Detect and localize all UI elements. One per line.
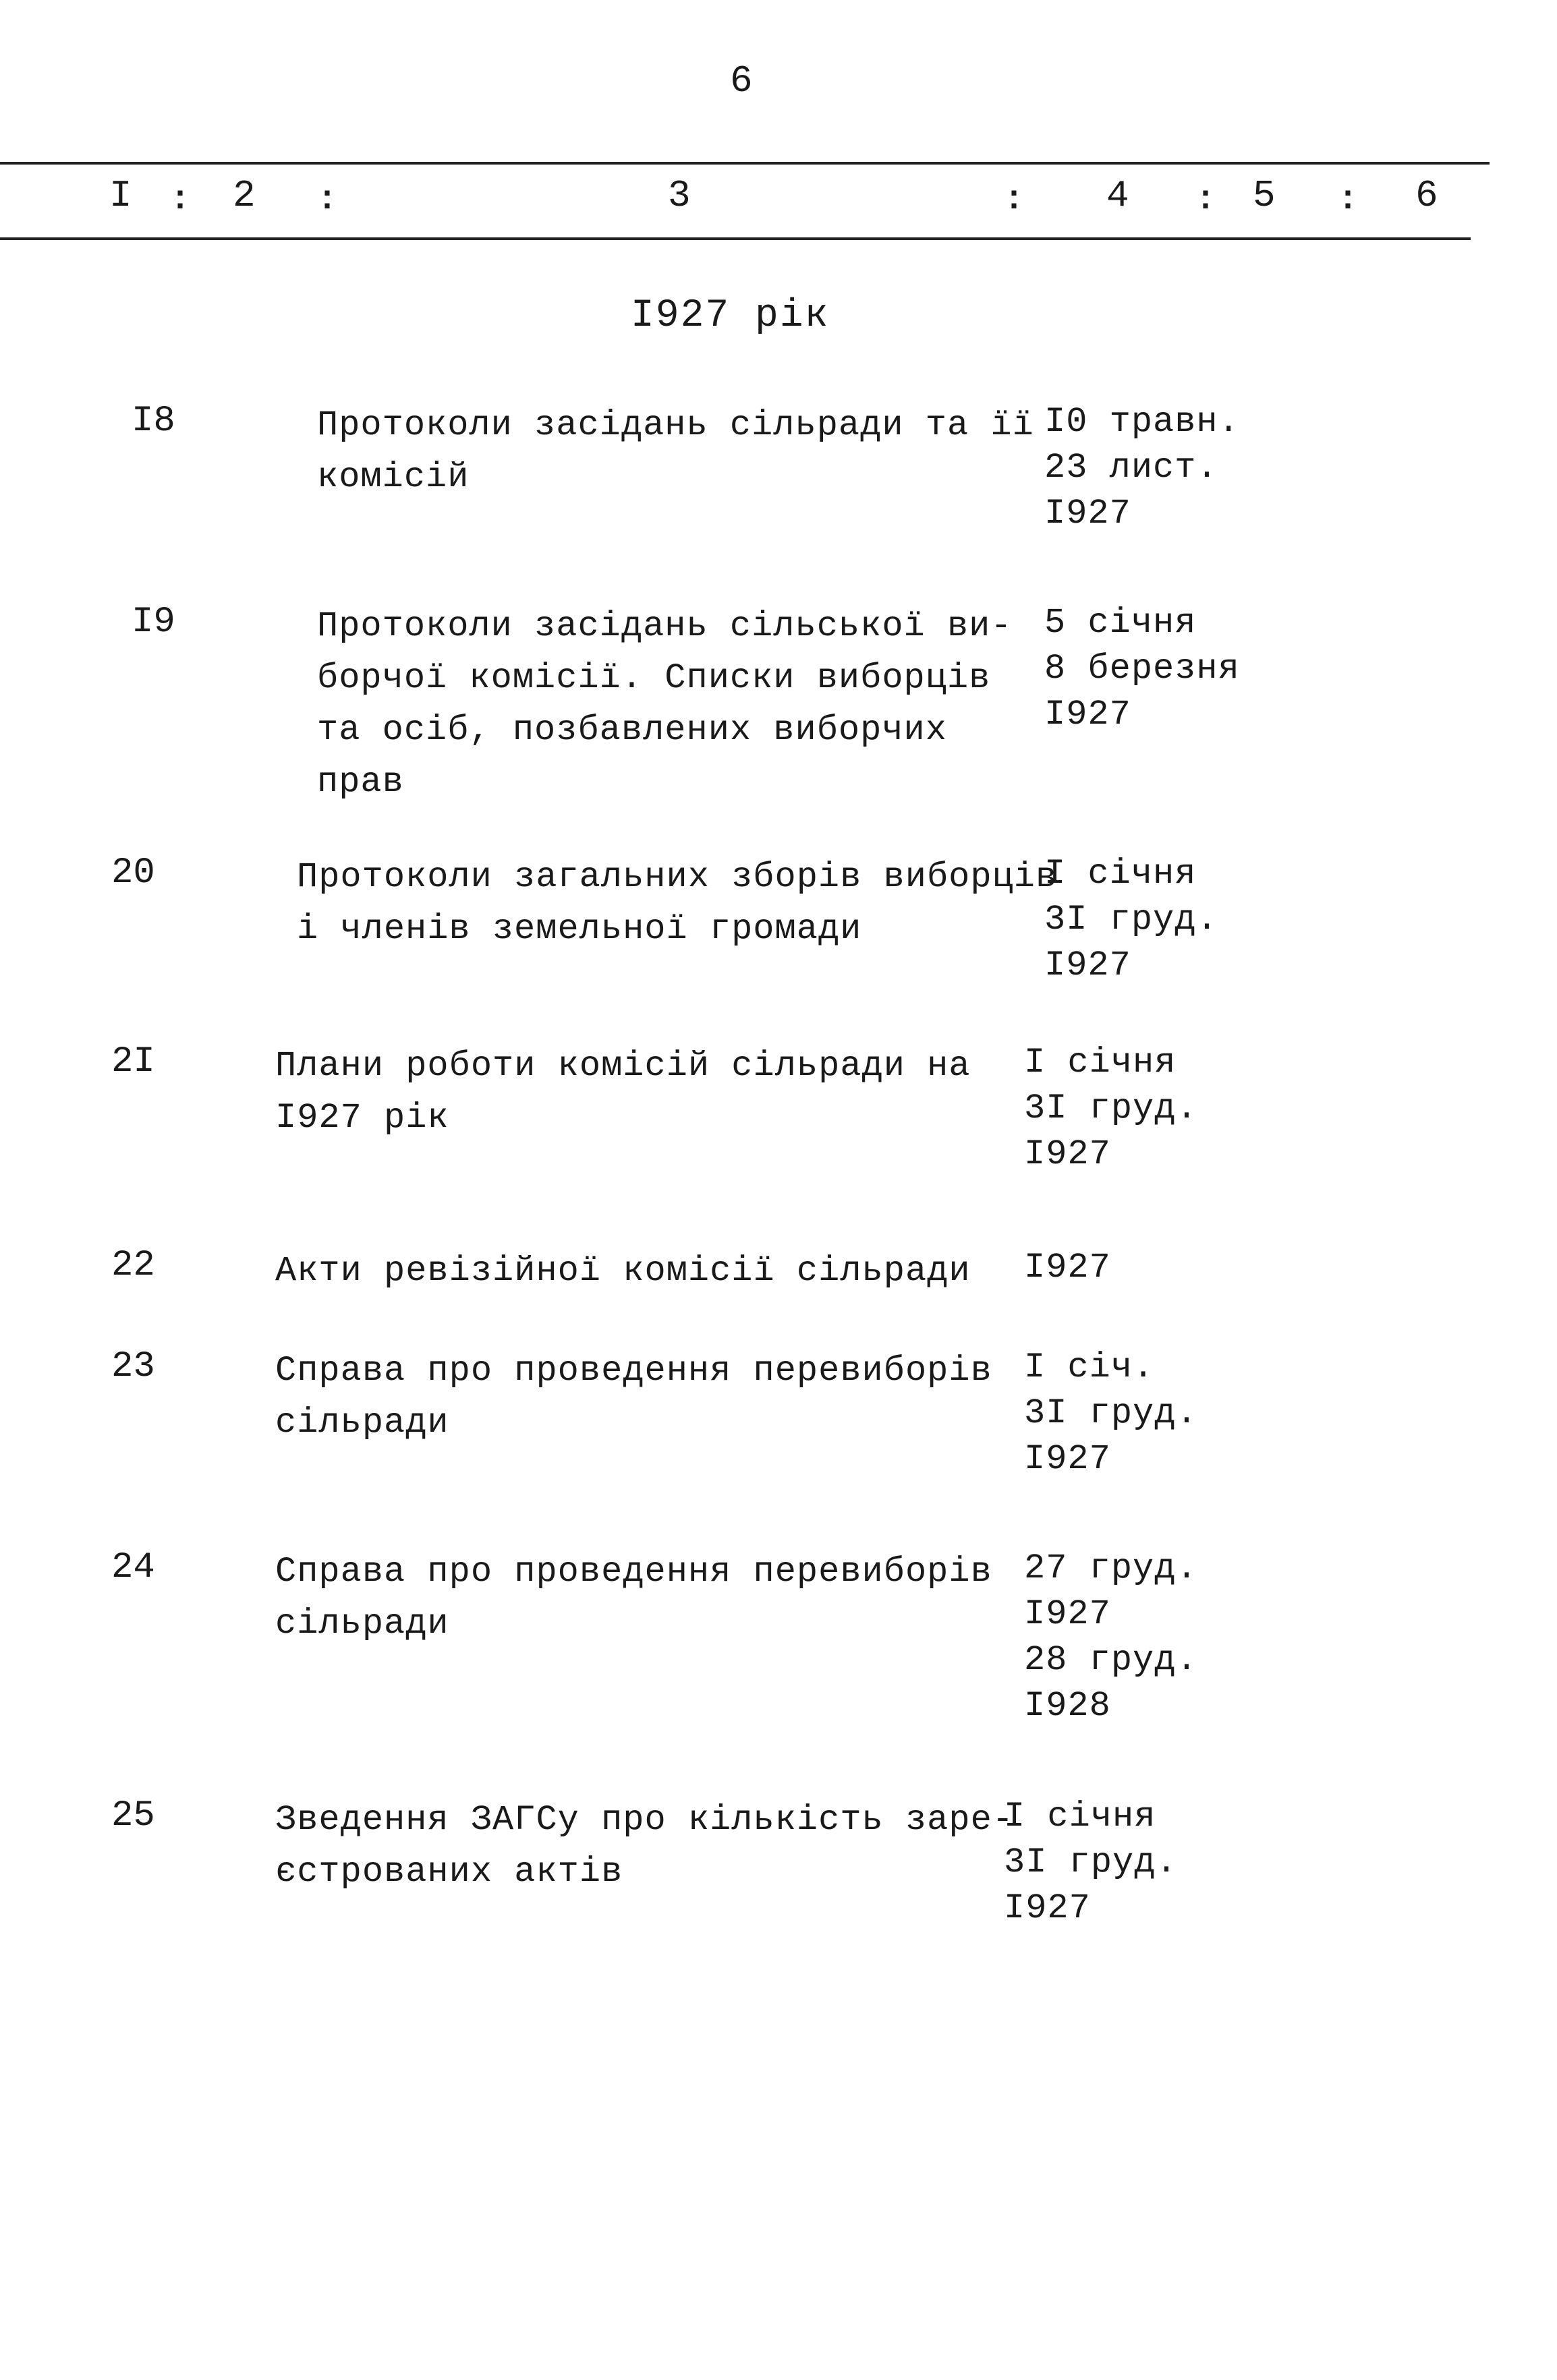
- column-separator: :: [170, 181, 191, 219]
- entry-number: 25: [111, 1795, 155, 1836]
- entry-dates: I0 травн. 23 лист. I927: [1044, 402, 1240, 533]
- column-header-4: 4: [1106, 174, 1129, 217]
- column-separator: :: [317, 181, 338, 219]
- header-top-rule: [0, 162, 1490, 165]
- entry-number: 2I: [111, 1041, 155, 1082]
- entry-dates: I927: [1024, 1248, 1111, 1287]
- entry-number: I8: [132, 401, 175, 442]
- entry-number: 23: [111, 1346, 155, 1387]
- entry-title: Зведення ЗАГСу про кількість заре- єстрованих актів: [275, 1800, 1014, 1892]
- entry-title: Протоколи засідань сільради та її комісій: [317, 405, 1034, 497]
- column-header-3: 3: [668, 174, 691, 217]
- entry-dates: I січня 3I груд. I927: [1044, 854, 1218, 985]
- column-separator: :: [1004, 181, 1025, 219]
- page-number: 6: [730, 59, 753, 103]
- header-bottom-rule: [0, 237, 1471, 240]
- entry-dates: I січня 3I груд. I927: [1004, 1797, 1178, 1928]
- column-header-6: 6: [1415, 174, 1438, 217]
- entry-title: Справа про проведення перевиборів сільради: [275, 1351, 992, 1443]
- column-header-2: 2: [233, 174, 256, 217]
- entry-number: 22: [111, 1245, 155, 1286]
- column-separator: :: [1338, 181, 1359, 219]
- entry-title: Плани роботи комісій сільради на I927 рік: [275, 1046, 971, 1138]
- column-header-5: 5: [1253, 174, 1276, 217]
- entry-number: 20: [111, 852, 155, 894]
- year-heading: I927 рік: [631, 294, 830, 338]
- entry-number: I9: [132, 602, 175, 643]
- entry-number: 24: [111, 1547, 155, 1588]
- entry-title: Протоколи загальних зборів виборців і членів земельної громади: [297, 857, 1058, 949]
- entry-dates: 5 січня 8 березня I927: [1044, 603, 1240, 734]
- entry-dates: I січ. 3I груд. I927: [1024, 1347, 1198, 1479]
- entry-dates: I січня 3I груд. I927: [1024, 1043, 1198, 1174]
- entry-title: Справа про проведення перевиборів сільради: [275, 1552, 992, 1644]
- entry-title: Акти ревізійної комісії сільради: [275, 1251, 971, 1291]
- column-header-1: I: [109, 174, 132, 217]
- entry-title: Протоколи засідань сільської ви- борчої комісії. Списки виборців та осіб, позбавлених виборчих прав: [317, 606, 1013, 802]
- column-separator: :: [1195, 181, 1216, 219]
- entry-dates: 27 груд. I927 28 груд. I928: [1024, 1548, 1198, 1726]
